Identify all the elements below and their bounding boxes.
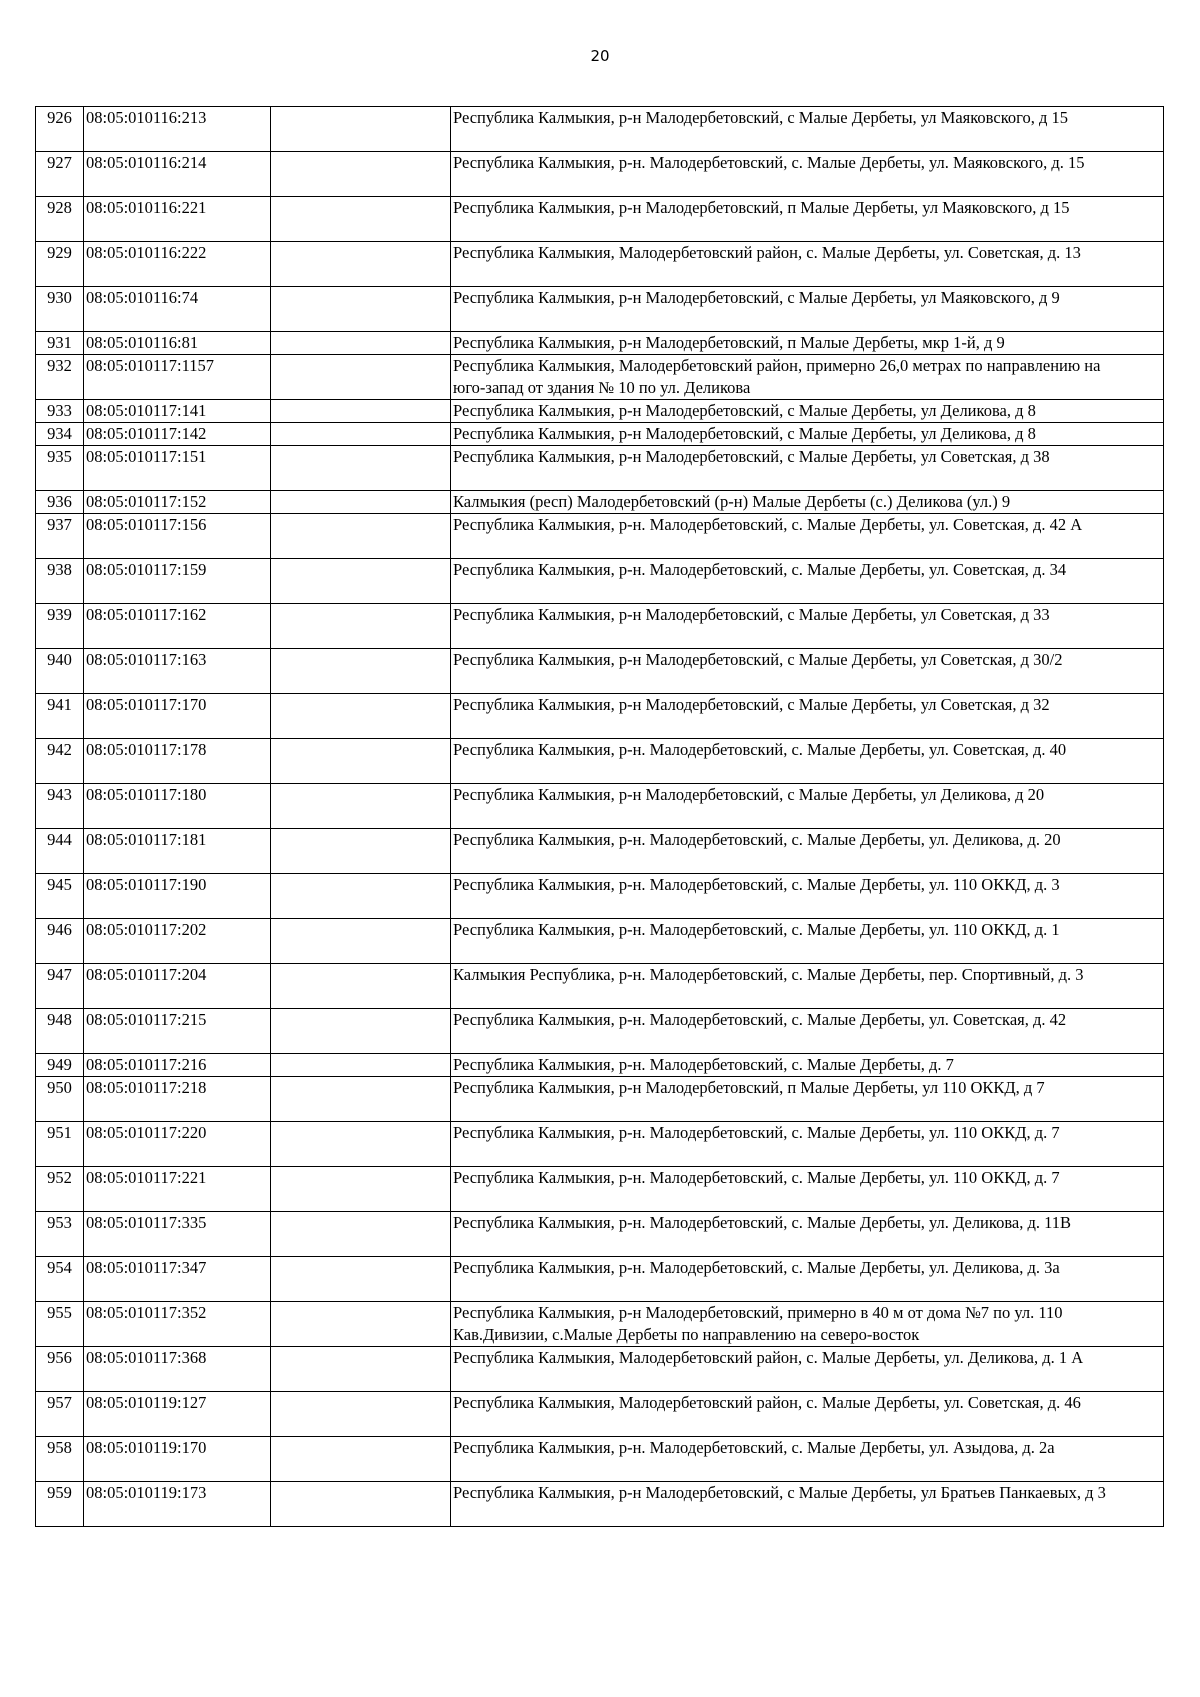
address-cell [451, 829, 1164, 874]
table-row [36, 197, 1164, 242]
cadastral-number: 08:05:010117:162 [84, 604, 271, 649]
address-cell [451, 1077, 1164, 1122]
row-number: 926 [36, 107, 84, 152]
empty-cell [271, 829, 451, 874]
address-cell [451, 1009, 1164, 1054]
table-row [36, 1212, 1164, 1257]
address-line: Калмыкия Республика, р-н. Малодербетовский, с. Малые Дербеты, пер. Спортивный, д. 3 [453, 965, 1084, 984]
empty-cell [271, 1347, 451, 1392]
empty-cell [271, 287, 451, 332]
row-number: 939 [36, 604, 84, 649]
row-number: 946 [36, 919, 84, 964]
empty-cell [271, 1054, 451, 1077]
cadastral-number: 08:05:010117:347 [84, 1257, 271, 1302]
table-row [36, 400, 1164, 423]
empty-cell [271, 1302, 451, 1347]
address-line: Республика Калмыкия, р-н Малодербетовский, с Малые Дербеты, ул Советская, д 33 [453, 605, 1050, 624]
address-line: Республика Калмыкия, р-н. Малодербетовский, с. Малые Дербеты, ул. 110 ОККД, д. 1 [453, 920, 1060, 939]
address-cell [451, 1167, 1164, 1212]
address-line: Республика Калмыкия, р-н Малодербетовский, п Малые Дербеты, ул 110 ОККД, д 7 [453, 1078, 1045, 1097]
page-number: 20 [590, 47, 610, 65]
row-number: 932 [36, 355, 84, 400]
table-row [36, 1009, 1164, 1054]
cadastral-number: 08:05:010117:190 [84, 874, 271, 919]
cadastral-number: 08:05:010116:213 [84, 107, 271, 152]
cadastral-number: 08:05:010117:181 [84, 829, 271, 874]
address-line: Кав.Дивизии, с.Малые Дербеты по направлению на северо-восток [453, 1325, 920, 1344]
cadastral-number: 08:05:010119:170 [84, 1437, 271, 1482]
empty-cell [271, 152, 451, 197]
row-number: 931 [36, 332, 84, 355]
table-row [36, 1054, 1164, 1077]
address-line: Республика Калмыкия, р-н Малодербетовский, с Малые Дербеты, ул Деликова, д 8 [453, 401, 1036, 420]
address-line: Республика Калмыкия, р-н Малодербетовский, с Малые Дербеты, ул Советская, д 32 [453, 695, 1050, 714]
address-line: Республика Калмыкия, р-н. Малодербетовский, с. Малые Дербеты, ул. 110 ОККД, д. 3 [453, 875, 1060, 894]
row-number: 941 [36, 694, 84, 739]
table-row [36, 1392, 1164, 1437]
table-row [36, 446, 1164, 491]
address-line: Республика Калмыкия, р-н. Малодербетовский, с. Малые Дербеты, ул. 110 ОККД, д. 7 [453, 1168, 1060, 1187]
row-number: 929 [36, 242, 84, 287]
row-number: 938 [36, 559, 84, 604]
cadastral-number: 08:05:010117:335 [84, 1212, 271, 1257]
address-line: юго-запад от здания № 10 по ул. Деликова [453, 378, 751, 397]
table-row [36, 739, 1164, 784]
cadastral-number: 08:05:010117:141 [84, 400, 271, 423]
cadastral-number: 08:05:010117:151 [84, 446, 271, 491]
cadastral-number: 08:05:010117:152 [84, 491, 271, 514]
address-cell [451, 739, 1164, 784]
table-row [36, 423, 1164, 446]
cadastral-number: 08:05:010117:180 [84, 784, 271, 829]
empty-cell [271, 1212, 451, 1257]
row-number: 940 [36, 649, 84, 694]
empty-cell [271, 491, 451, 514]
cadastral-number: 08:05:010117:178 [84, 739, 271, 784]
address-line: Республика Калмыкия, р-н. Малодербетовский, с. Малые Дербеты, ул. Маяковского, д. 15 [453, 153, 1085, 172]
address-cell [451, 400, 1164, 423]
address-cell [451, 784, 1164, 829]
empty-cell [271, 784, 451, 829]
address-line: Республика Калмыкия, р-н. Малодербетовский, с. Малые Дербеты, ул. Советская, д. 40 [453, 740, 1067, 759]
address-cell [451, 559, 1164, 604]
cadastral-number: 08:05:010117:142 [84, 423, 271, 446]
table-row [36, 1077, 1164, 1122]
address-line: Республика Калмыкия, Малодербетовский район, с. Малые Дербеты, ул. Деликова, д. 1 А [453, 1348, 1084, 1367]
cadastral-number: 08:05:010117:159 [84, 559, 271, 604]
address-line: Республика Калмыкия, р-н. Малодербетовский, с. Малые Дербеты, ул. 110 ОККД, д. 7 [453, 1123, 1060, 1142]
table-row [36, 491, 1164, 514]
table-row [36, 649, 1164, 694]
table-row [36, 964, 1164, 1009]
empty-cell [271, 694, 451, 739]
empty-cell [271, 446, 451, 491]
table-row [36, 152, 1164, 197]
address-cell [451, 964, 1164, 1009]
address-cell [451, 514, 1164, 559]
empty-cell [271, 1009, 451, 1054]
table-body [36, 107, 1164, 1527]
cadastral-number: 08:05:010117:215 [84, 1009, 271, 1054]
row-number: 934 [36, 423, 84, 446]
address-cell [451, 491, 1164, 514]
empty-cell [271, 1257, 451, 1302]
cadastral-number: 08:05:010116:221 [84, 197, 271, 242]
address-cell [451, 919, 1164, 964]
land-plot-table [35, 106, 1164, 1527]
cadastral-number: 08:05:010117:204 [84, 964, 271, 1009]
empty-cell [271, 1437, 451, 1482]
address-line: Республика Калмыкия, Малодербетовский район, примерно 26,0 метрах по направлению на [453, 356, 1101, 375]
cadastral-number: 08:05:010117:1157 [84, 355, 271, 400]
empty-cell [271, 1122, 451, 1167]
row-number: 927 [36, 152, 84, 197]
cadastral-number: 08:05:010117:368 [84, 1347, 271, 1392]
row-number: 937 [36, 514, 84, 559]
address-line: Республика Калмыкия, Малодербетовский район, с. Малые Дербеты, ул. Советская, д. 46 [453, 1393, 1081, 1412]
address-line: Республика Калмыкия, р-н Малодербетовский, с Малые Дербеты, ул Деликова, д 20 [453, 785, 1045, 804]
cadastral-number: 08:05:010117:218 [84, 1077, 271, 1122]
row-number: 954 [36, 1257, 84, 1302]
address-line: Республика Калмыкия, р-н Малодербетовский, с Малые Дербеты, ул Маяковского, д 9 [453, 288, 1060, 307]
address-cell [451, 1257, 1164, 1302]
address-cell [451, 1054, 1164, 1077]
cadastral-number: 08:05:010117:220 [84, 1122, 271, 1167]
row-number: 930 [36, 287, 84, 332]
table-row [36, 874, 1164, 919]
empty-cell [271, 559, 451, 604]
address-cell [451, 107, 1164, 152]
table-row [36, 1347, 1164, 1392]
table-row [36, 1122, 1164, 1167]
address-cell [451, 649, 1164, 694]
address-cell [451, 1482, 1164, 1527]
table-row [36, 107, 1164, 152]
empty-cell [271, 400, 451, 423]
cadastral-number: 08:05:010117:202 [84, 919, 271, 964]
empty-cell [271, 1392, 451, 1437]
row-number: 944 [36, 829, 84, 874]
address-cell [451, 1437, 1164, 1482]
address-line: Республика Калмыкия, р-н. Малодербетовский, с. Малые Дербеты, ул. Советская, д. 42 [453, 1010, 1067, 1029]
table-row [36, 514, 1164, 559]
cadastral-number: 08:05:010117:221 [84, 1167, 271, 1212]
address-line: Республика Калмыкия, р-н. Малодербетовский, с. Малые Дербеты, ул. Деликова, д. 11В [453, 1213, 1072, 1232]
cadastral-number: 08:05:010116:214 [84, 152, 271, 197]
empty-cell [271, 604, 451, 649]
row-number: 928 [36, 197, 84, 242]
address-cell [451, 242, 1164, 287]
empty-cell [271, 514, 451, 559]
address-line: Республика Калмыкия, р-н. Малодербетовский, с. Малые Дербеты, ул. Азыдова, д. 2а [453, 1438, 1055, 1457]
row-number: 952 [36, 1167, 84, 1212]
address-cell [451, 1212, 1164, 1257]
address-cell [451, 874, 1164, 919]
table-row [36, 355, 1164, 400]
table-row [36, 332, 1164, 355]
table-row [36, 1167, 1164, 1212]
cadastral-number: 08:05:010117:156 [84, 514, 271, 559]
cadastral-number: 08:05:010116:222 [84, 242, 271, 287]
row-number: 955 [36, 1302, 84, 1347]
address-cell [451, 1122, 1164, 1167]
cadastral-number: 08:05:010117:216 [84, 1054, 271, 1077]
address-line: Республика Калмыкия, р-н Малодербетовский, п Малые Дербеты, ул Маяковского, д 15 [453, 198, 1070, 217]
row-number: 958 [36, 1437, 84, 1482]
empty-cell [271, 874, 451, 919]
empty-cell [271, 197, 451, 242]
row-number: 942 [36, 739, 84, 784]
table-row [36, 559, 1164, 604]
row-number: 949 [36, 1054, 84, 1077]
table-row [36, 604, 1164, 649]
address-line: Калмыкия (респ) Малодербетовский (р-н) Малые Дербеты (с.) Деликова (ул.) 9 [453, 492, 1011, 511]
cadastral-number: 08:05:010116:81 [84, 332, 271, 355]
table-row [36, 784, 1164, 829]
address-cell [451, 1302, 1164, 1347]
address-line: Республика Калмыкия, р-н Малодербетовский, п Малые Дербеты, мкр 1-й, д 9 [453, 333, 1005, 352]
empty-cell [271, 649, 451, 694]
table-row [36, 694, 1164, 739]
table-row [36, 1482, 1164, 1527]
address-line: Республика Калмыкия, р-н. Малодербетовский, с. Малые Дербеты, д. 7 [453, 1055, 954, 1074]
row-number: 950 [36, 1077, 84, 1122]
address-line: Республика Калмыкия, р-н Малодербетовский, с Малые Дербеты, ул Братьев Панкаевых, д 3 [453, 1483, 1106, 1502]
address-line: Республика Калмыкия, р-н. Малодербетовский, с. Малые Дербеты, ул. Деликова, д. 20 [453, 830, 1061, 849]
row-number: 956 [36, 1347, 84, 1392]
empty-cell [271, 242, 451, 287]
row-number: 936 [36, 491, 84, 514]
row-number: 945 [36, 874, 84, 919]
empty-cell [271, 1167, 451, 1212]
row-number: 948 [36, 1009, 84, 1054]
address-cell [451, 1347, 1164, 1392]
address-cell [451, 355, 1164, 400]
address-line: Республика Калмыкия, р-н. Малодербетовский, с. Малые Дербеты, ул. Советская, д. 42 А [453, 515, 1083, 534]
address-cell [451, 197, 1164, 242]
empty-cell [271, 964, 451, 1009]
table-row [36, 287, 1164, 332]
row-number: 957 [36, 1392, 84, 1437]
address-cell [451, 1392, 1164, 1437]
empty-cell [271, 739, 451, 784]
address-cell [451, 423, 1164, 446]
empty-cell [271, 423, 451, 446]
cadastral-number: 08:05:010119:173 [84, 1482, 271, 1527]
empty-cell [271, 332, 451, 355]
address-line: Республика Калмыкия, Малодербетовский район, с. Малые Дербеты, ул. Советская, д. 13 [453, 243, 1081, 262]
address-line: Республика Калмыкия, р-н Малодербетовский, с Малые Дербеты, ул Деликова, д 8 [453, 424, 1036, 443]
empty-cell [271, 107, 451, 152]
address-line: Республика Калмыкия, р-н Малодербетовский, с Малые Дербеты, ул Советская, д 38 [453, 447, 1050, 466]
address-line: Республика Калмыкия, р-н. Малодербетовский, с. Малые Дербеты, ул. Деликова, д. 3а [453, 1258, 1060, 1277]
address-line: Республика Калмыкия, р-н Малодербетовский, примерно в 40 м от дома №7 по ул. 110 [453, 1303, 1063, 1322]
address-line: Республика Калмыкия, р-н Малодербетовский, с Малые Дербеты, ул Советская, д 30/2 [453, 650, 1063, 669]
row-number: 953 [36, 1212, 84, 1257]
address-cell [451, 332, 1164, 355]
address-cell [451, 287, 1164, 332]
table-row [36, 829, 1164, 874]
table-row [36, 1257, 1164, 1302]
address-line: Республика Калмыкия, р-н. Малодербетовский, с. Малые Дербеты, ул. Советская, д. 34 [453, 560, 1067, 579]
row-number: 943 [36, 784, 84, 829]
row-number: 947 [36, 964, 84, 1009]
cadastral-number: 08:05:010117:352 [84, 1302, 271, 1347]
row-number: 935 [36, 446, 84, 491]
cadastral-number: 08:05:010117:163 [84, 649, 271, 694]
cadastral-number: 08:05:010116:74 [84, 287, 271, 332]
address-cell [451, 604, 1164, 649]
row-number: 933 [36, 400, 84, 423]
table-row [36, 1437, 1164, 1482]
address-cell [451, 152, 1164, 197]
empty-cell [271, 919, 451, 964]
cadastral-number: 08:05:010117:170 [84, 694, 271, 739]
row-number: 951 [36, 1122, 84, 1167]
table-row [36, 919, 1164, 964]
address-cell [451, 694, 1164, 739]
cadastral-number: 08:05:010119:127 [84, 1392, 271, 1437]
empty-cell [271, 355, 451, 400]
row-number: 959 [36, 1482, 84, 1527]
empty-cell [271, 1077, 451, 1122]
table-row [36, 1302, 1164, 1347]
table-row [36, 242, 1164, 287]
empty-cell [271, 1482, 451, 1527]
address-cell [451, 446, 1164, 491]
address-line: Республика Калмыкия, р-н Малодербетовский, с Малые Дербеты, ул Маяковского, д 15 [453, 108, 1069, 127]
